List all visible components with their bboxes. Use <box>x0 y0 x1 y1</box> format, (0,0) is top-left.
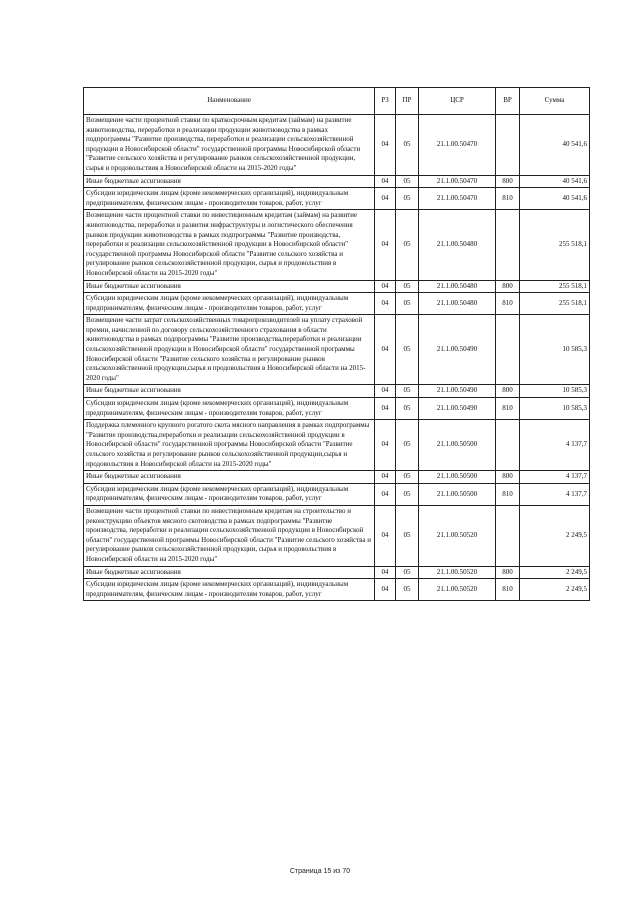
cell-vr: 810 <box>496 579 520 601</box>
header-sum: Сумма <box>520 88 590 115</box>
cell-name: Субсидии юридическим лицам (кроме некоммерческих организаций), индивидуальным предпринимателям, физическим лицам - производителям товаров, работ, услуг <box>84 188 375 210</box>
cell-sum: 255 518,1 <box>520 210 590 280</box>
table-row <box>84 420 590 471</box>
cell-pr: 05 <box>396 579 419 601</box>
table-row <box>84 175 590 188</box>
page-number: Страница 15 из 70 <box>289 868 351 875</box>
table-header-row <box>84 88 590 115</box>
cell-sum: 2 249,5 <box>520 579 590 601</box>
table-row <box>84 280 590 293</box>
cell-csr: 21.1.00.50470 <box>419 115 496 176</box>
table-row <box>84 115 590 176</box>
cell-csr: 21.1.00.50520 <box>419 579 496 601</box>
cell-vr: 800 <box>496 280 520 293</box>
table-row <box>84 579 590 601</box>
cell-vr: 800 <box>496 566 520 579</box>
cell-vr: 800 <box>496 175 520 188</box>
budget-table <box>83 87 590 601</box>
cell-vr: 810 <box>496 293 520 315</box>
cell-csr: 21.1.00.50500 <box>419 420 496 471</box>
cell-vr: 810 <box>496 398 520 420</box>
header-pr: ПР <box>396 88 419 115</box>
cell-pr: 05 <box>396 115 419 176</box>
cell-sum: 4 137,7 <box>520 471 590 484</box>
cell-csr: 21.1.00.50490 <box>419 385 496 398</box>
cell-vr: 810 <box>496 188 520 210</box>
cell-name: Возмещение части затрат сельскохозяйственных товаропроизводителей на уплату страховой премии, начисленной по договору сельскохозяйственного страхования в области животноводства в рамках подпрограммы "Развитие производства,переработки и реализации сельскохозяйственной продукции в Новосибирской области" государственной программы Новосибирской области "Развитие сельского хозяйства и регулирование рынков сельскохозяйственной продукции,сырья и продовольствия в Новосибирской области на 2015-2020 годы" <box>84 315 375 385</box>
cell-pr: 05 <box>396 398 419 420</box>
cell-csr: 21.1.00.50490 <box>419 398 496 420</box>
cell-name: Субсидии юридическим лицам (кроме некоммерческих организаций), индивидуальным предпринимателям, физическим лицам - производителям товаров, работ, услуг <box>84 483 375 505</box>
table-row <box>84 483 590 505</box>
cell-rz: 04 <box>375 398 396 420</box>
cell-name: Субсидии юридическим лицам (кроме некоммерческих организаций), индивидуальным предпринимателям, физическим лицам - производителям товаров, работ, услуг <box>84 579 375 601</box>
cell-rz: 04 <box>375 188 396 210</box>
cell-name: Иные бюджетные ассигнования <box>84 566 375 579</box>
cell-sum: 10 585,3 <box>520 385 590 398</box>
cell-rz: 04 <box>375 210 396 280</box>
cell-name: Возмещение части процентной ставки по краткосрочным кредитам (займам) на развитие животноводства, переработки и реализации продукции животноводства в рамках подпрограммы "Развитие производства, переработки и реализации сельскохозяйственной продукции в Новосибирской области" государственной программы Новосибирской области "Развитие сельского хозяйства и регулирование рынков сельскохозяйственной продукции, сырья и продовольствия в Новосибирской области на 2015-2020 годы" <box>84 115 375 176</box>
header-vr: ВР <box>496 88 520 115</box>
cell-rz: 04 <box>375 579 396 601</box>
cell-vr: 810 <box>496 483 520 505</box>
table-row <box>84 471 590 484</box>
table-row <box>84 385 590 398</box>
cell-rz: 04 <box>375 175 396 188</box>
table-row <box>84 315 590 385</box>
cell-name: Субсидии юридическим лицам (кроме некоммерческих организаций), индивидуальным предпринимателям, физическим лицам - производителям товаров, работ, услуг <box>84 293 375 315</box>
cell-csr: 21.1.00.50470 <box>419 188 496 210</box>
table-row <box>84 398 590 420</box>
cell-pr: 05 <box>396 420 419 471</box>
cell-pr: 05 <box>396 505 419 566</box>
cell-name: Возмещение части процентной ставки по инвестиционным кредитам (займам) на развитие животноводства, переработки и развития инфраструктуры и логистического обеспечения рынков продукции животноводства в рамках подпрограммы "Развитие производства, переработки и реализации сельскохозяйственной продукции в Новосибирской области" государственной программы Новосибирской области "Развитие сельского хозяйства и регулирование рынков сельскохозяйственной продукции, сырья и продовольствия в Новосибирской области на 2015-2020 годы" <box>84 210 375 280</box>
cell-sum: 4 137,7 <box>520 483 590 505</box>
cell-sum: 10 585,3 <box>520 315 590 385</box>
cell-name: Возмещение части процентной ставки по инвестиционным кредитам на строительство и реконструкцию объектов мясного скотоводства в рамках подпрограммы "Развитие производства, переработки и реализации сельскохозяйственной продукции в Новосибирской области" государственной программы Новосибирской области "Развитие сельского хозяйства и регулирование рынков сельскохозяйственной продукции, сырья и продовольствия в Новосибирской области на 2015-2020 годы" <box>84 505 375 566</box>
cell-name: Иные бюджетные ассигнования <box>84 175 375 188</box>
table-body <box>84 115 590 601</box>
cell-sum: 4 137,7 <box>520 420 590 471</box>
cell-name: Иные бюджетные ассигнования <box>84 471 375 484</box>
table-row <box>84 210 590 280</box>
cell-name: Иные бюджетные ассигнования <box>84 385 375 398</box>
cell-pr: 05 <box>396 315 419 385</box>
cell-vr <box>496 420 520 471</box>
cell-name: Субсидии юридическим лицам (кроме некоммерческих организаций), индивидуальным предпринимателям, физическим лицам - производителям товаров, работ, услуг <box>84 398 375 420</box>
cell-rz: 04 <box>375 420 396 471</box>
cell-vr <box>496 210 520 280</box>
cell-rz: 04 <box>375 385 396 398</box>
cell-pr: 05 <box>396 188 419 210</box>
cell-csr: 21.1.00.50490 <box>419 315 496 385</box>
cell-csr: 21.1.00.50520 <box>419 566 496 579</box>
cell-name: Иные бюджетные ассигнования <box>84 280 375 293</box>
cell-rz: 04 <box>375 115 396 176</box>
header-csr: ЦСР <box>419 88 496 115</box>
cell-csr: 21.1.00.50520 <box>419 505 496 566</box>
header-name: Наименование <box>84 88 375 115</box>
cell-pr: 05 <box>396 293 419 315</box>
cell-sum: 2 249,5 <box>520 505 590 566</box>
cell-pr: 05 <box>396 385 419 398</box>
cell-vr <box>496 315 520 385</box>
cell-sum: 40 541,6 <box>520 115 590 176</box>
cell-rz: 04 <box>375 505 396 566</box>
cell-sum: 255 518,1 <box>520 293 590 315</box>
cell-csr: 21.1.00.50480 <box>419 293 496 315</box>
cell-pr: 05 <box>396 175 419 188</box>
cell-pr: 05 <box>396 566 419 579</box>
cell-csr: 21.1.00.50500 <box>419 471 496 484</box>
cell-rz: 04 <box>375 483 396 505</box>
cell-rz: 04 <box>375 566 396 579</box>
cell-vr <box>496 115 520 176</box>
cell-rz: 04 <box>375 280 396 293</box>
header-rz: РЗ <box>375 88 396 115</box>
cell-sum: 2 249,5 <box>520 566 590 579</box>
cell-pr: 05 <box>396 471 419 484</box>
cell-csr: 21.1.00.50480 <box>419 210 496 280</box>
table-row <box>84 293 590 315</box>
cell-csr: 21.1.00.50500 <box>419 483 496 505</box>
cell-sum: 10 585,3 <box>520 398 590 420</box>
cell-rz: 04 <box>375 471 396 484</box>
cell-rz: 04 <box>375 315 396 385</box>
cell-sum: 255 518,1 <box>520 280 590 293</box>
cell-sum: 40 541,6 <box>520 175 590 188</box>
table-row <box>84 505 590 566</box>
table-row <box>84 188 590 210</box>
cell-vr <box>496 505 520 566</box>
cell-csr: 21.1.00.50470 <box>419 175 496 188</box>
cell-sum: 40 541,6 <box>520 188 590 210</box>
cell-pr: 05 <box>396 483 419 505</box>
cell-name: Поддержка племенного крупного рогатого скота мясного направления в рамках подпрограммы "Развитие производства,переработки и реализации сельскохозяйственной продукции в Новосибирской области" государственной программы Новосибирской области "Развитие сельского хозяйства и регулирование рынков сельскохозяйственной продукции,сырья и продовольствия в Новосибирской области на 2015-2020 годы" <box>84 420 375 471</box>
cell-pr: 05 <box>396 280 419 293</box>
table-row <box>84 566 590 579</box>
cell-csr: 21.1.00.50480 <box>419 280 496 293</box>
cell-vr: 800 <box>496 385 520 398</box>
cell-rz: 04 <box>375 293 396 315</box>
cell-vr: 800 <box>496 471 520 484</box>
cell-pr: 05 <box>396 210 419 280</box>
